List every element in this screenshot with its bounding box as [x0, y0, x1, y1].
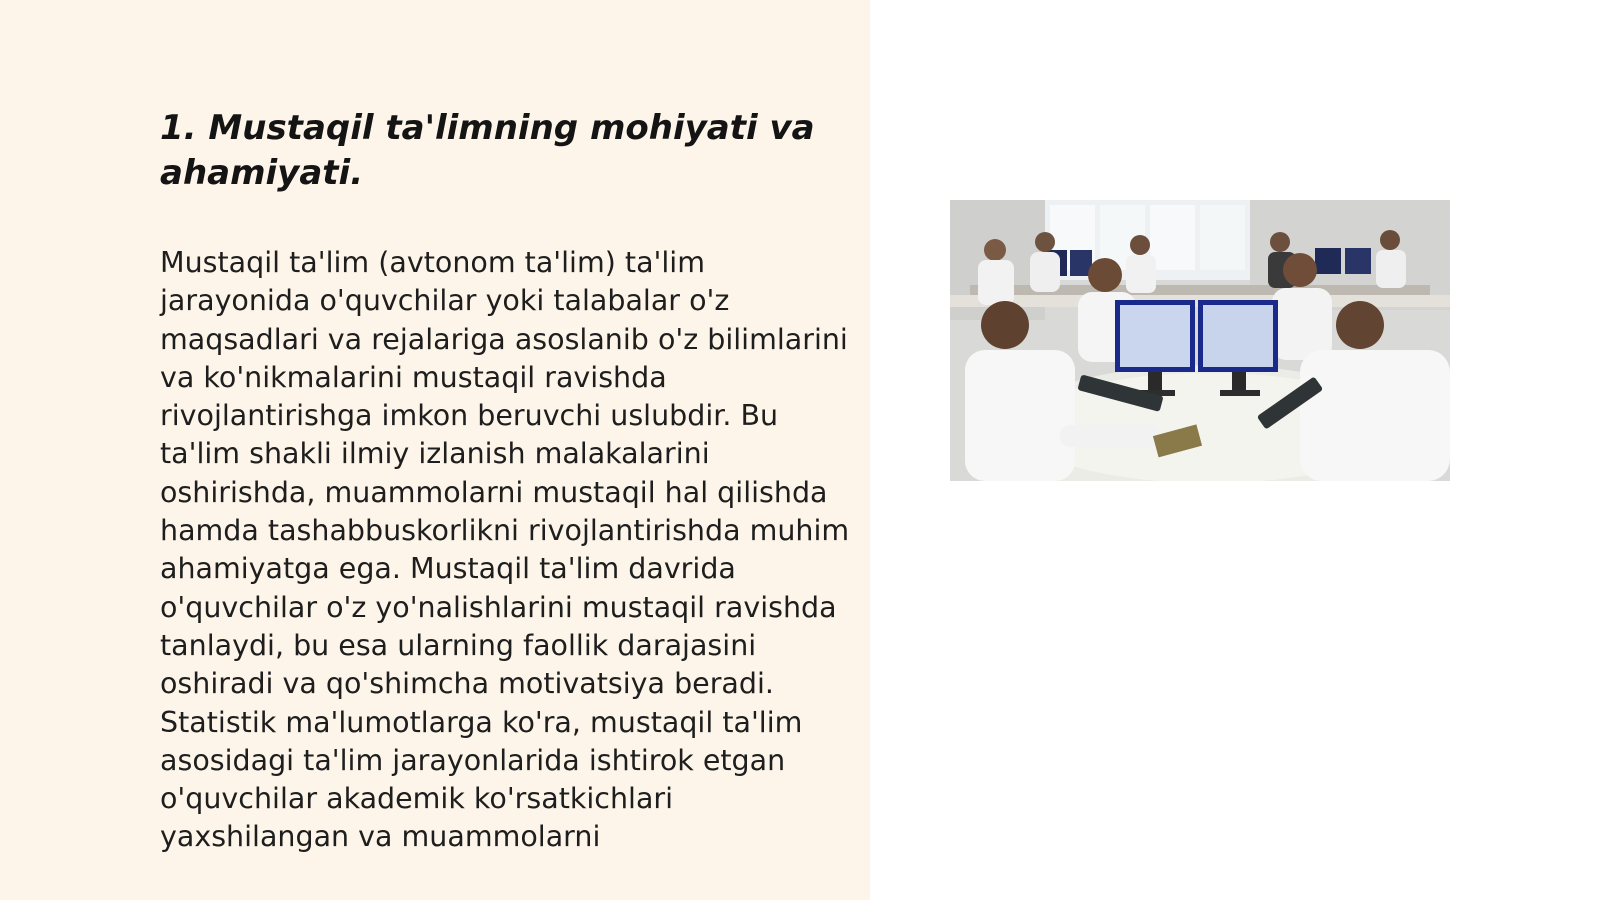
- slide-body-text: Mustaqil ta'lim (avtonom ta'lim) ta'lim jarayonida o'quvchilar yoki talabalar o'z maqsadlari va rejalariga asoslanib o'z bilimlarini va ko'nikmalarini mustaqil ravishda rivojlantirishga imkon beruvchi uslubdir. Bu ta'lim shakli ilmiy izlanish malakalarini oshirishda, muammolarni mustaqil hal qilishda hamda tashabbuskorlikni rivojlantirishda muhim ahamiyatga ega. Mustaqil ta'lim davrida o'quvchilar o'z yo'nalishlarini mustaqil ravishda tanlaydi, bu esa ularning faollik darajasini oshiradi va qo'shimcha motivatsiya beradi. Statistik ma'lumotlarga ko'ra, mustaqil ta'lim asosidagi ta'lim jarayonlarida ishtirok etgan o'quvchilar akademik ko'rsatkichlari yaxshilangan va muammolarni: [160, 246, 850, 854]
- slide-title: 1. Mustaqil ta'limning mohiyati va ahamiyati.: [160, 108, 815, 193]
- classroom-photo: [950, 200, 1450, 481]
- classroom-photo-illustration: [950, 200, 1450, 481]
